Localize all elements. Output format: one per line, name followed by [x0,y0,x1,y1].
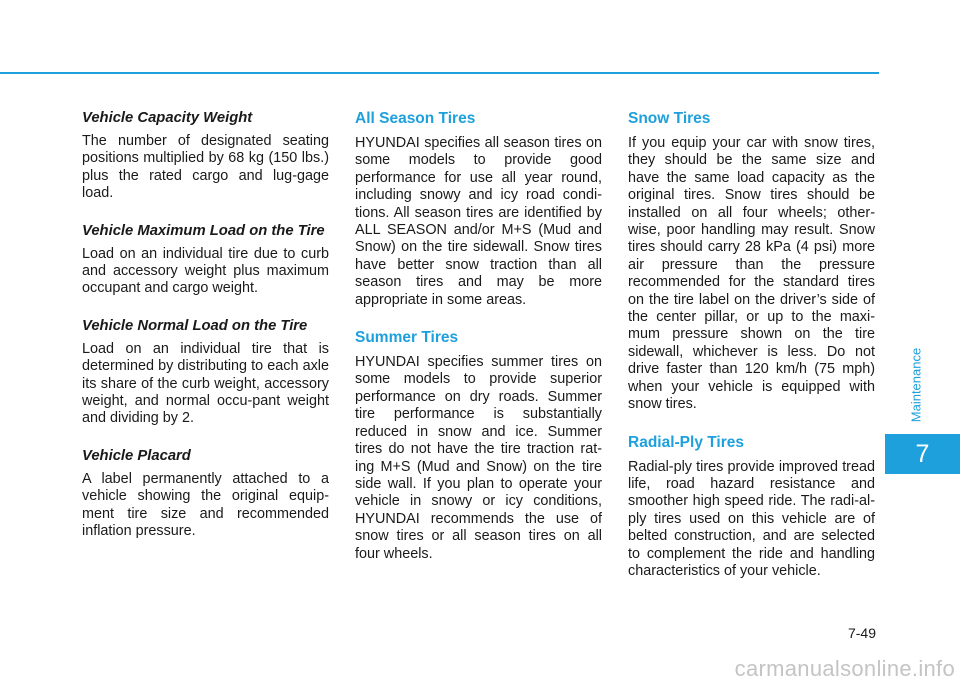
watermark: carmanualsonline.info [734,656,955,681]
header-rule [0,72,879,74]
section-label [896,340,936,430]
heading-vehicle-placard: Vehicle Placard [82,447,191,464]
page-number: 7-49 [847,625,876,641]
paragraph-vehicle-normal-load: Load on an individual tire that is determined by distributing to each axle its share of the curb weight, accessory weight, and normal occu-pant weight and dividing by 2. [82,340,329,427]
chapter-tab [885,434,960,474]
section-label-text: Maintenance [908,347,924,423]
heading-vehicle-capacity-weight: Vehicle Capacity Weight [82,110,253,126]
column-tire-types [355,110,602,583]
chapter-number: 7 [915,439,930,468]
heading-snow-tires: Snow Tires [628,110,711,127]
paragraph-summer-tires: HYUNDAI specifies summer tires on some models to provide superior performance on dry roads. Summer tire performance is substantially reduced in snow and ice. Summer tires do not have the tire traction rat-ing M+S (Mud and Snow) on the tire side wall. If you plan to operate your vehicle in snowy or icy conditions, HYUNDAI recommends the use of snow tires or all season tires on all four wheels. [355,354,602,562]
paragraph-vehicle-placard: A label permanently attached to a vehicle showing the original equip-ment tire size and recommended inflation pressure. [82,470,329,540]
paragraph-radial-ply-tires: Radial-ply tires provide improved tread life, road hazard resistance and smoother high speed ride. The radi-al-ply tires used on this vehicle are of belted construction, and are selected to complement the ride and handling characteristics of your vehicle. [628,458,875,579]
column-definitions [82,110,329,561]
heading-summer-tires: Summer Tires [355,329,459,347]
paragraph-snow-tires: If you equip your car with snow tires, they should be the same size and have the same load capacity as the original tires. Snow tires should be installed on all four wheels; other-wise, poor handling may result. Snow tires should carry 28 kPa (4 psi) more air pressure than the pressure recommended for the standard tires on the tire label on the driver’s side of the center pillar, or up to the maxi-mum pressure shown on the tire sidewall, whichever is less. Do not drive faster than 120 km/h (75 mph) when your vehicle is equipped with snow tires. [628,135,875,413]
heading-radial-ply-tires: Radial-Ply Tires [628,433,745,451]
heading-vehicle-maximum-load: Vehicle Maximum Load on the Tire [82,222,325,239]
paragraph-all-season-tires: HYUNDAI specifies all season tires on some models to provide good performance for use all year round, including snowy and icy road condi-tions. All season tires are identified by ALL SEASON and/or M+S (Mud and Snow) on the tire sidewall. Snow tires have better snow traction than all season tires and may be more appropriate in some areas. [355,135,602,308]
heading-vehicle-normal-load: Vehicle Normal Load on the Tire [82,317,308,334]
column-snow-radial [628,110,875,600]
heading-all-season-tires: All Season Tires [355,110,476,127]
paragraph-vehicle-maximum-load: Load on an individual tire due to curb and accessory weight plus maximum occupant and cargo weight. [82,245,329,297]
paragraph-vehicle-capacity-weight: The number of designated seating positions multiplied by 68 kg (150 lbs.) plus the rated cargo and lug-gage load. [82,133,329,202]
